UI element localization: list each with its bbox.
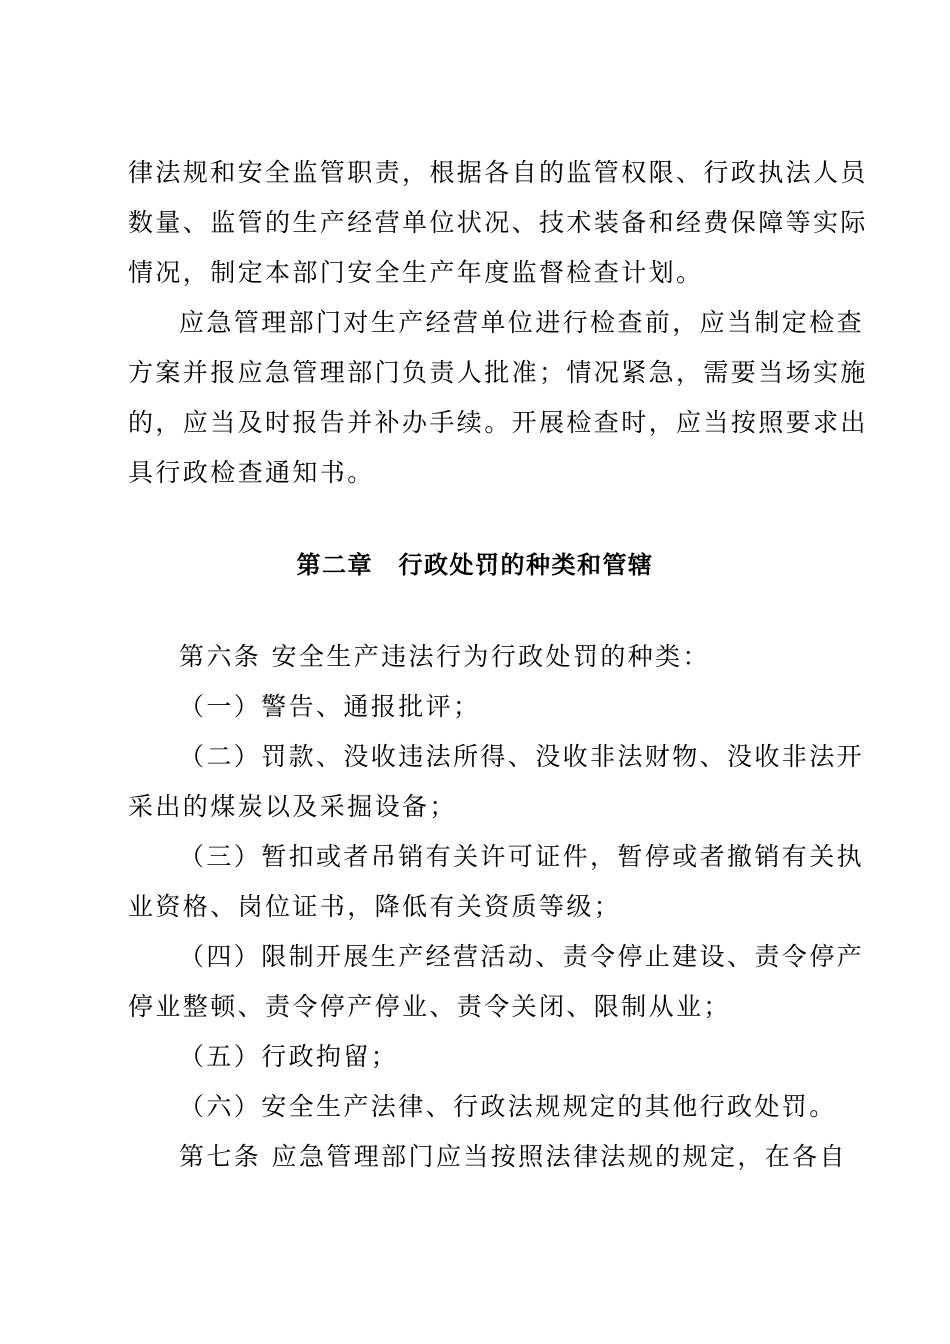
list-item: （四）限制开展生产经营活动、责令停止建设、责令停产 <box>179 942 865 971</box>
body-text-line: 应急管理部门对生产经营单位进行检查前，应当制定检查 <box>179 308 865 337</box>
body-text-line: 数量、监管的生产经营单位状况、技术装备和经费保障等实际 <box>128 208 868 237</box>
list-item-continuation: 采出的煤炭以及采掘设备； <box>128 792 457 821</box>
body-text-line: 的，应当及时报告并补办手续。开展检查时，应当按照要求出 <box>128 408 868 437</box>
list-item: （三）暂扣或者吊销有关许可证件，暂停或者撤销有关执 <box>179 842 865 871</box>
chapter-heading: 第二章 行政处罚的种类和管辖 <box>296 551 654 579</box>
list-item: （一）警告、通报批评； <box>179 692 481 721</box>
list-item-continuation: 停业整顿、责令停产停业、责令关闭、限制从业； <box>128 992 731 1021</box>
body-text-line: 律法规和安全监管职责，根据各自的监管权限、行政执法人员 <box>128 158 868 187</box>
list-item: （二）罚款、没收违法所得、没收非法财物、没收非法开 <box>179 742 865 771</box>
list-item-continuation: 业资格、岗位证书，降低有关资质等级； <box>128 892 622 921</box>
body-text-line: 方案并报应急管理部门负责人批准；情况紧急，需要当场实施 <box>128 358 868 387</box>
article-title: 第六条 安全生产违法行为行政处罚的种类： <box>179 642 710 671</box>
body-text-line: 情况，制定本部门安全生产年度监督检查计划。 <box>128 258 704 287</box>
list-item: （五）行政拘留； <box>179 1042 399 1071</box>
body-text-line: 具行政检查通知书。 <box>128 458 375 487</box>
article-title: 第七条 应急管理部门应当按照法律法规的规定，在各自 <box>179 1142 847 1171</box>
list-item: （六）安全生产法律、行政法规规定的其他行政处罚。 <box>179 1092 837 1121</box>
